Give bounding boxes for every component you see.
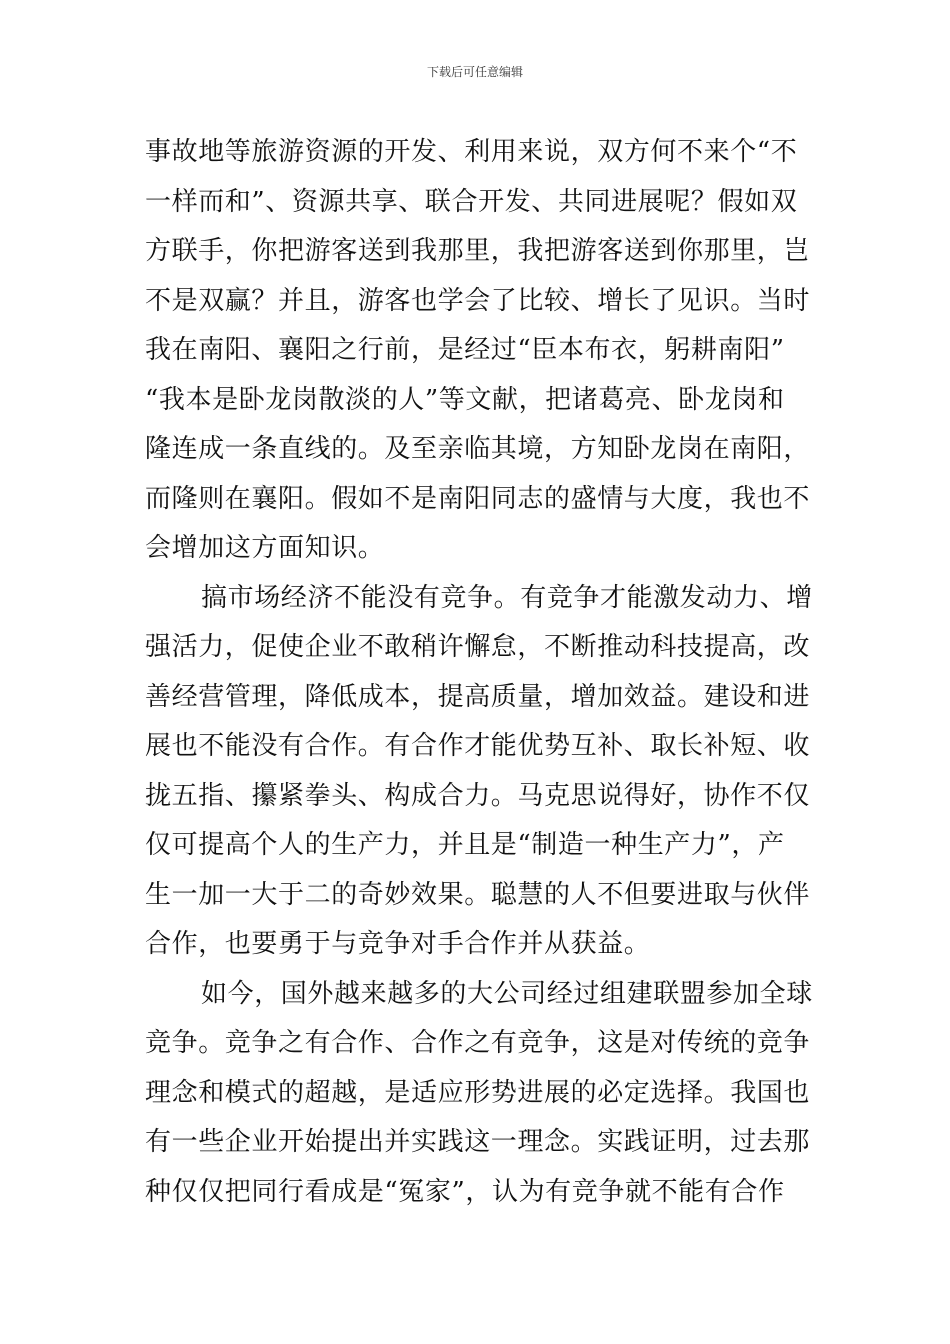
text-line: 隆连成一条直线的。及至亲临其境，方知卧龙岗在南阳， (145, 434, 811, 464)
text-line: 生一加一大于二的奇妙效果。聪慧的人不但要进取与伙伴 (145, 879, 811, 910)
text-line: 仅可提高个人的生产力，并且是“制造一种生产力”，产 (145, 830, 785, 860)
text-line: 种仅仅把同行看成是“冤家”，认为有竞争就不能有合作 (145, 1176, 785, 1207)
text-line: 搞市场经济不能没有竞争。有竞争才能激发动力、增 (201, 582, 813, 613)
text-line: 如今，国外越来越多的大公司经过组建联盟参加全球 (201, 978, 813, 1009)
text-line: 我在南阳、襄阳之行前，是经过“臣本布衣，躬耕南阳” (145, 335, 785, 365)
text-line: 事故地等旅游资源的开发、利用来说，双方何不来个“不 (145, 137, 798, 167)
text-line: 强活力，促使企业不敢稍许懈怠，不断推动科技提高，改 (145, 632, 811, 662)
text-line: 竞争。竞争之有合作、合作之有竞争，这是对传统的竞争 (145, 1028, 811, 1058)
text-line: 方联手，你把游客送到我那里，我把游客送到你那里，岂 (145, 236, 811, 266)
text-line: “我本是卧龙岗散淡的人”等文献，把诸葛亮、卧龙岗和 (145, 384, 785, 415)
text-line: 会增加这方面知识。 (145, 533, 385, 563)
document-body (145, 128, 813, 1217)
text-line: 展也不能没有合作。有合作才能优势互补、取长补短、收 (145, 731, 811, 761)
paragraph (145, 970, 813, 1218)
text-line: 理念和模式的超越，是适应形势进展的必定选择。我国也 (145, 1077, 811, 1108)
page-header: 下载后可任意编辑 (426, 65, 523, 79)
paragraph (145, 128, 810, 574)
text-line: 合作，也要勇于与竞争对手合作并从获益。 (145, 929, 651, 959)
text-line: 善经营管理，降低成本，提高质量，增加效益。建设和进 (145, 681, 811, 712)
paragraph (145, 574, 813, 970)
text-line: 有一些企业开始提出并实践这一理念。实践证明，过去那 (145, 1127, 811, 1157)
text-line: 拢五指、攥紧拳头、构成合力。马克思说得好，协作不仅 (145, 780, 811, 811)
text-line: 而隆则在襄阳。假如不是南阳同志的盛情与大度，我也不 (145, 483, 811, 514)
text-line: 一样而和”、资源共享、联合开发、共同进展呢？假如双 (145, 186, 798, 217)
text-line: 不是双赢？并且，游客也学会了比较、增长了见识。当时 (145, 285, 811, 316)
